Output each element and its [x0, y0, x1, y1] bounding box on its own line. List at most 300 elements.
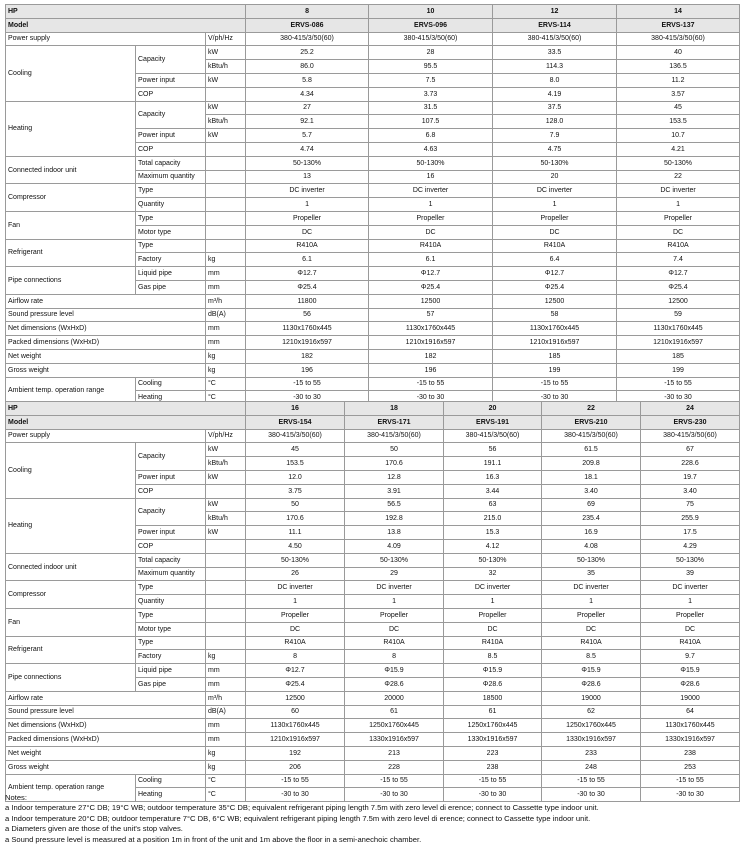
row-group-label: Ambient temp. operation range: [6, 377, 136, 405]
row-sub-label: Heating: [136, 788, 206, 802]
row-group-label: Sound pressure level: [6, 308, 206, 322]
spec-value: 5.8: [246, 73, 369, 87]
row-unit: kW: [206, 73, 246, 87]
spec-value: -30 to 30: [444, 788, 542, 802]
spec-row: [6, 101, 740, 115]
spec-value: 1: [617, 198, 740, 212]
model-value: ERVS-191: [444, 415, 542, 429]
spec-row: [6, 46, 740, 60]
row-sub-label: Type: [136, 636, 206, 650]
row-sub-label: Type: [136, 581, 206, 595]
spec-value: -15 to 55: [246, 774, 345, 788]
row-group-label: Power supply: [6, 32, 206, 46]
row-unit: mm: [206, 280, 246, 294]
spec-value: 4.63: [369, 142, 493, 156]
model-row: [6, 415, 740, 429]
spec-value: 8.5: [444, 650, 542, 664]
row-group-label: Gross weight: [6, 363, 206, 377]
spec-value: 4.34: [246, 87, 369, 101]
spec-value: 56: [246, 308, 369, 322]
spec-value: 12500: [369, 294, 493, 308]
spec-value: 170.6: [345, 457, 444, 471]
spec-value: 107.5: [369, 115, 493, 129]
spec-value: -30 to 30: [345, 788, 444, 802]
spec-row: [6, 664, 740, 678]
spec-value: 248: [542, 760, 641, 774]
spec-value: 50-130%: [641, 553, 740, 567]
row-group-label: Fan: [6, 608, 136, 636]
row-group-label: Connected indoor unit: [6, 156, 136, 184]
spec-row: [6, 746, 740, 760]
spec-value: 11800: [246, 294, 369, 308]
spec-value: DC inverter: [246, 581, 345, 595]
spec-row: [6, 322, 740, 336]
spec-value: 32: [444, 567, 542, 581]
spec-value: DC: [617, 225, 740, 239]
spec-value: 380-415/3/50(60): [246, 429, 345, 443]
spec-value: 12500: [617, 294, 740, 308]
row-unit: mm: [206, 733, 246, 747]
spec-value: -30 to 30: [641, 788, 740, 802]
row-group-label: Cooling: [6, 46, 136, 101]
spec-value: 4.12: [444, 539, 542, 553]
spec-value: 7.4: [617, 253, 740, 267]
hp-value: 8: [246, 5, 369, 19]
hp-value: 18: [345, 402, 444, 416]
row-sub-label: Quantity: [136, 595, 206, 609]
spec-value: 28: [369, 46, 493, 60]
spec-row: [6, 156, 740, 170]
spec-value: 12500: [493, 294, 617, 308]
spec-value: 50-130%: [246, 156, 369, 170]
spec-value: 61: [444, 705, 542, 719]
spec-value: 380-415/3/50(60): [345, 429, 444, 443]
spec-value: DC: [369, 225, 493, 239]
spec-value: 1130x1760x445: [246, 322, 369, 336]
spec-value: 13: [246, 170, 369, 184]
spec-value: 1210x1916x597: [246, 733, 345, 747]
row-unit: [206, 622, 246, 636]
spec-value: Propeller: [641, 608, 740, 622]
spec-value: 1330x1916x597: [641, 733, 740, 747]
spec-value: 50-130%: [345, 553, 444, 567]
spec-value: 128.0: [493, 115, 617, 129]
spec-value: 3.73: [369, 87, 493, 101]
spec-value: 170.6: [246, 512, 345, 526]
spec-value: 1130x1760x445: [493, 322, 617, 336]
row-group-label: Compressor: [6, 581, 136, 609]
row-unit: kg: [206, 253, 246, 267]
spec-value: 95.5: [369, 60, 493, 74]
row-unit: V/ph/Hz: [206, 32, 246, 46]
spec-value: DC inverter: [246, 184, 369, 198]
spec-value: 182: [369, 349, 493, 363]
spec-value: 50-130%: [369, 156, 493, 170]
row-group-label: Compressor: [6, 184, 136, 212]
spec-value: 6.4: [493, 253, 617, 267]
row-group-label: Net dimensions (WxHxD): [6, 719, 206, 733]
spec-value: 223: [444, 746, 542, 760]
row-unit: [206, 211, 246, 225]
spec-table-1-body: [6, 5, 740, 405]
spec-value: 4.19: [493, 87, 617, 101]
spec-value: DC: [246, 225, 369, 239]
row-sub-label: Motor type: [136, 622, 206, 636]
row-unit: mm: [206, 336, 246, 350]
spec-value: 1330x1916x597: [542, 733, 641, 747]
row-group-label: Sound pressure level: [6, 705, 206, 719]
spec-value: 63: [444, 498, 542, 512]
spec-value: 1210x1916x597: [369, 336, 493, 350]
spec-value: 380-415/3/50(60): [617, 32, 740, 46]
note-line: a Diameters given are those of the unit's stop valves.: [5, 824, 183, 834]
spec-value: 45: [246, 443, 345, 457]
spec-value: 33.5: [493, 46, 617, 60]
spec-table-2-body: [6, 402, 740, 802]
spec-value: 8: [345, 650, 444, 664]
spec-value: 18500: [444, 691, 542, 705]
spec-value: 1250x1760x445: [444, 719, 542, 733]
notes-title: Notes:: [5, 793, 27, 802]
spec-value: Propeller: [542, 608, 641, 622]
row-sub-label: Quantity: [136, 198, 206, 212]
spec-value: 1210x1916x597: [617, 336, 740, 350]
spec-value: DC inverter: [542, 581, 641, 595]
spec-row: [6, 733, 740, 747]
spec-value: Φ12.7: [369, 267, 493, 281]
spec-value: 61: [345, 705, 444, 719]
spec-value: 12.0: [246, 470, 345, 484]
row-unit: [206, 608, 246, 622]
spec-value: DC inverter: [493, 184, 617, 198]
row-unit: mm: [206, 322, 246, 336]
spec-value: 114.3: [493, 60, 617, 74]
spec-value: -30 to 30: [617, 391, 740, 405]
spec-value: 50-130%: [444, 553, 542, 567]
spec-value: 1: [641, 595, 740, 609]
spec-value: -15 to 55: [345, 774, 444, 788]
spec-value: DC inverter: [444, 581, 542, 595]
spec-value: 18.1: [542, 470, 641, 484]
row-unit: kBtu/h: [206, 115, 246, 129]
spec-row: [6, 553, 740, 567]
spec-row: [6, 705, 740, 719]
spec-value: 380-415/3/50(60): [641, 429, 740, 443]
row-sub-label: Maximum quantity: [136, 170, 206, 184]
spec-value: 50-130%: [542, 553, 641, 567]
row-unit: kg: [206, 349, 246, 363]
spec-value: 153.5: [617, 115, 740, 129]
spec-value: 1: [369, 198, 493, 212]
spec-value: Φ15.9: [444, 664, 542, 678]
row-unit: m³/h: [206, 691, 246, 705]
hp-value: 22: [542, 402, 641, 416]
row-group-label: Heating: [6, 101, 136, 156]
row-group-label: Pipe connections: [6, 267, 136, 295]
spec-value: Φ15.9: [345, 664, 444, 678]
spec-value: 29: [345, 567, 444, 581]
spec-value: 12500: [246, 691, 345, 705]
row-sub-label: Factory: [136, 650, 206, 664]
spec-value: 19000: [641, 691, 740, 705]
spec-row: [6, 691, 740, 705]
spec-value: 50-130%: [246, 553, 345, 567]
row-sub-label: Motor type: [136, 225, 206, 239]
spec-value: Φ15.9: [641, 664, 740, 678]
spec-value: 228.6: [641, 457, 740, 471]
spec-value: 92.1: [246, 115, 369, 129]
spec-value: 1250x1760x445: [542, 719, 641, 733]
row-sub-label: Type: [136, 184, 206, 198]
spec-table-1: [5, 4, 740, 405]
spec-row: [6, 636, 740, 650]
notes: [5, 793, 741, 845]
row-unit: °C: [206, 391, 246, 405]
spec-value: 213: [345, 746, 444, 760]
row-unit: [206, 553, 246, 567]
spec-value: 19.7: [641, 470, 740, 484]
note-line: a Indoor temperature 27°C DB; 19°C WB; outdoor temperature 35°C DB; equivalent refrigerant piping length 7.5m with zero level di erence; connect to Cassette type indoor unit.: [5, 803, 599, 813]
row-unit: mm: [206, 719, 246, 733]
row-sub-label: COP: [136, 539, 206, 553]
row-group-label: Heating: [6, 498, 136, 553]
spec-value: 182: [246, 349, 369, 363]
spec-value: 153.5: [246, 457, 345, 471]
spec-row: [6, 267, 740, 281]
spec-value: 7.5: [369, 73, 493, 87]
row-unit: [206, 239, 246, 253]
spec-value: Φ12.7: [246, 664, 345, 678]
spec-value: 1: [246, 198, 369, 212]
spec-value: 50: [246, 498, 345, 512]
row-sub-label: COP: [136, 87, 206, 101]
row-unit: mm: [206, 677, 246, 691]
spec-value: R410A: [641, 636, 740, 650]
spec-value: 192: [246, 746, 345, 760]
row-sub-label: Power input: [136, 129, 206, 143]
spec-value: 4.21: [617, 142, 740, 156]
row-unit: °C: [206, 377, 246, 391]
spec-value: DC inverter: [617, 184, 740, 198]
spec-value: Φ25.4: [246, 677, 345, 691]
spec-value: R410A: [493, 239, 617, 253]
spec-value: 4.50: [246, 539, 345, 553]
spec-value: 1: [542, 595, 641, 609]
row-unit: [206, 484, 246, 498]
spec-value: 62: [542, 705, 641, 719]
spec-row: [6, 774, 740, 788]
spec-value: 67: [641, 443, 740, 457]
spec-value: 185: [617, 349, 740, 363]
spec-value: 255.9: [641, 512, 740, 526]
row-sub-label: Power input: [136, 73, 206, 87]
spec-value: 39: [641, 567, 740, 581]
spec-value: R410A: [444, 636, 542, 650]
spec-value: 56.5: [345, 498, 444, 512]
row-unit: dB(A): [206, 705, 246, 719]
spec-value: 40: [617, 46, 740, 60]
spec-row: [6, 336, 740, 350]
spec-row: [6, 32, 740, 46]
spec-value: -30 to 30: [369, 391, 493, 405]
spec-value: 3.91: [345, 484, 444, 498]
spec-value: -15 to 55: [369, 377, 493, 391]
spec-value: Propeller: [444, 608, 542, 622]
spec-value: -30 to 30: [493, 391, 617, 405]
spec-value: DC inverter: [641, 581, 740, 595]
spec-value: 5.7: [246, 129, 369, 143]
spec-value: 60: [246, 705, 345, 719]
model-label: Model: [6, 18, 246, 32]
spec-value: Propeller: [369, 211, 493, 225]
spec-value: -15 to 55: [641, 774, 740, 788]
spec-value: 380-415/3/50(60): [246, 32, 369, 46]
spec-value: -30 to 30: [246, 391, 369, 405]
spec-row: [6, 608, 740, 622]
row-unit: mm: [206, 267, 246, 281]
model-value: ERVS-171: [345, 415, 444, 429]
row-sub-label: Total capacity: [136, 553, 206, 567]
spec-value: 4.09: [345, 539, 444, 553]
spec-value: 199: [617, 363, 740, 377]
row-sub-label: Type: [136, 239, 206, 253]
spec-value: 7.9: [493, 129, 617, 143]
row-group-label: Net weight: [6, 746, 206, 760]
row-unit: [206, 198, 246, 212]
spec-value: R410A: [542, 636, 641, 650]
spec-value: 56: [444, 443, 542, 457]
spec-value: Propeller: [493, 211, 617, 225]
spec-value: 253: [641, 760, 740, 774]
spec-value: 50-130%: [617, 156, 740, 170]
row-group-label: Gross weight: [6, 760, 206, 774]
spec-value: Φ25.4: [493, 280, 617, 294]
model-value: ERVS-154: [246, 415, 345, 429]
spec-row: [6, 719, 740, 733]
spec-row: [6, 184, 740, 198]
spec-value: 12.8: [345, 470, 444, 484]
hp-value: 24: [641, 402, 740, 416]
row-sub-label: Capacity: [136, 443, 206, 471]
row-sub-label: Capacity: [136, 498, 206, 526]
spec-row: [6, 429, 740, 443]
row-unit: [206, 581, 246, 595]
spec-value: 6.1: [246, 253, 369, 267]
spec-value: 37.5: [493, 101, 617, 115]
spec-value: 206: [246, 760, 345, 774]
spec-value: 4.75: [493, 142, 617, 156]
row-unit: [206, 156, 246, 170]
spec-value: 3.40: [542, 484, 641, 498]
row-unit: mm: [206, 664, 246, 678]
row-sub-label: Gas pipe: [136, 280, 206, 294]
spec-value: 13.8: [345, 526, 444, 540]
spec-value: 4.29: [641, 539, 740, 553]
spec-value: Φ12.7: [246, 267, 369, 281]
spec-value: 8.5: [542, 650, 641, 664]
spec-value: -30 to 30: [246, 788, 345, 802]
row-unit: kBtu/h: [206, 457, 246, 471]
row-unit: kW: [206, 443, 246, 457]
spec-row: [6, 760, 740, 774]
row-sub-label: Type: [136, 211, 206, 225]
spec-value: 1: [246, 595, 345, 609]
spec-row: [6, 498, 740, 512]
row-sub-label: COP: [136, 142, 206, 156]
row-unit: [206, 539, 246, 553]
row-unit: kW: [206, 46, 246, 60]
spec-value: 31.5: [369, 101, 493, 115]
spec-value: 27: [246, 101, 369, 115]
spec-value: 69: [542, 498, 641, 512]
row-unit: kg: [206, 650, 246, 664]
spec-value: 185: [493, 349, 617, 363]
spec-row: [6, 308, 740, 322]
spec-value: Φ28.6: [345, 677, 444, 691]
model-value: ERVS-086: [246, 18, 369, 32]
spec-value: 45: [617, 101, 740, 115]
model-label: Model: [6, 415, 246, 429]
spec-value: Φ28.6: [444, 677, 542, 691]
spec-value: 380-415/3/50(60): [369, 32, 493, 46]
spec-value: 4.08: [542, 539, 641, 553]
spec-value: Propeller: [246, 608, 345, 622]
spec-value: 11.1: [246, 526, 345, 540]
row-unit: [206, 567, 246, 581]
row-unit: kg: [206, 760, 246, 774]
row-group-label: Connected indoor unit: [6, 553, 136, 581]
row-unit: °C: [206, 788, 246, 802]
spec-value: 235.4: [542, 512, 641, 526]
spec-value: 50: [345, 443, 444, 457]
spec-value: 3.75: [246, 484, 345, 498]
spec-value: 3.44: [444, 484, 542, 498]
row-group-label: Packed dimensions (WxHxD): [6, 733, 206, 747]
row-group-label: Pipe connections: [6, 664, 136, 692]
spec-value: R410A: [369, 239, 493, 253]
row-unit: kW: [206, 498, 246, 512]
row-unit: °C: [206, 774, 246, 788]
spec-value: Φ28.6: [641, 677, 740, 691]
spec-value: 19000: [542, 691, 641, 705]
row-sub-label: Maximum quantity: [136, 567, 206, 581]
spec-value: 1330x1916x597: [444, 733, 542, 747]
row-group-label: Power supply: [6, 429, 206, 443]
spec-row: [6, 443, 740, 457]
row-group-label: Airflow rate: [6, 691, 206, 705]
row-unit: [206, 142, 246, 156]
spec-value: 17.5: [641, 526, 740, 540]
spec-value: -15 to 55: [542, 774, 641, 788]
row-group-label: Net weight: [6, 349, 206, 363]
spec-value: 1210x1916x597: [246, 336, 369, 350]
spec-value: 1210x1916x597: [493, 336, 617, 350]
row-group-label: Refrigerant: [6, 636, 136, 664]
spec-value: 233: [542, 746, 641, 760]
row-group-label: Ambient temp. operation range: [6, 774, 136, 802]
spec-value: 192.8: [345, 512, 444, 526]
row-unit: kW: [206, 470, 246, 484]
row-sub-label: Cooling: [136, 774, 206, 788]
spec-value: 215.0: [444, 512, 542, 526]
spec-value: -15 to 55: [493, 377, 617, 391]
spec-value: -30 to 30: [542, 788, 641, 802]
spec-value: -15 to 55: [246, 377, 369, 391]
spec-row: [6, 239, 740, 253]
spec-value: 86.0: [246, 60, 369, 74]
spec-value: DC inverter: [369, 184, 493, 198]
row-sub-label: Liquid pipe: [136, 267, 206, 281]
